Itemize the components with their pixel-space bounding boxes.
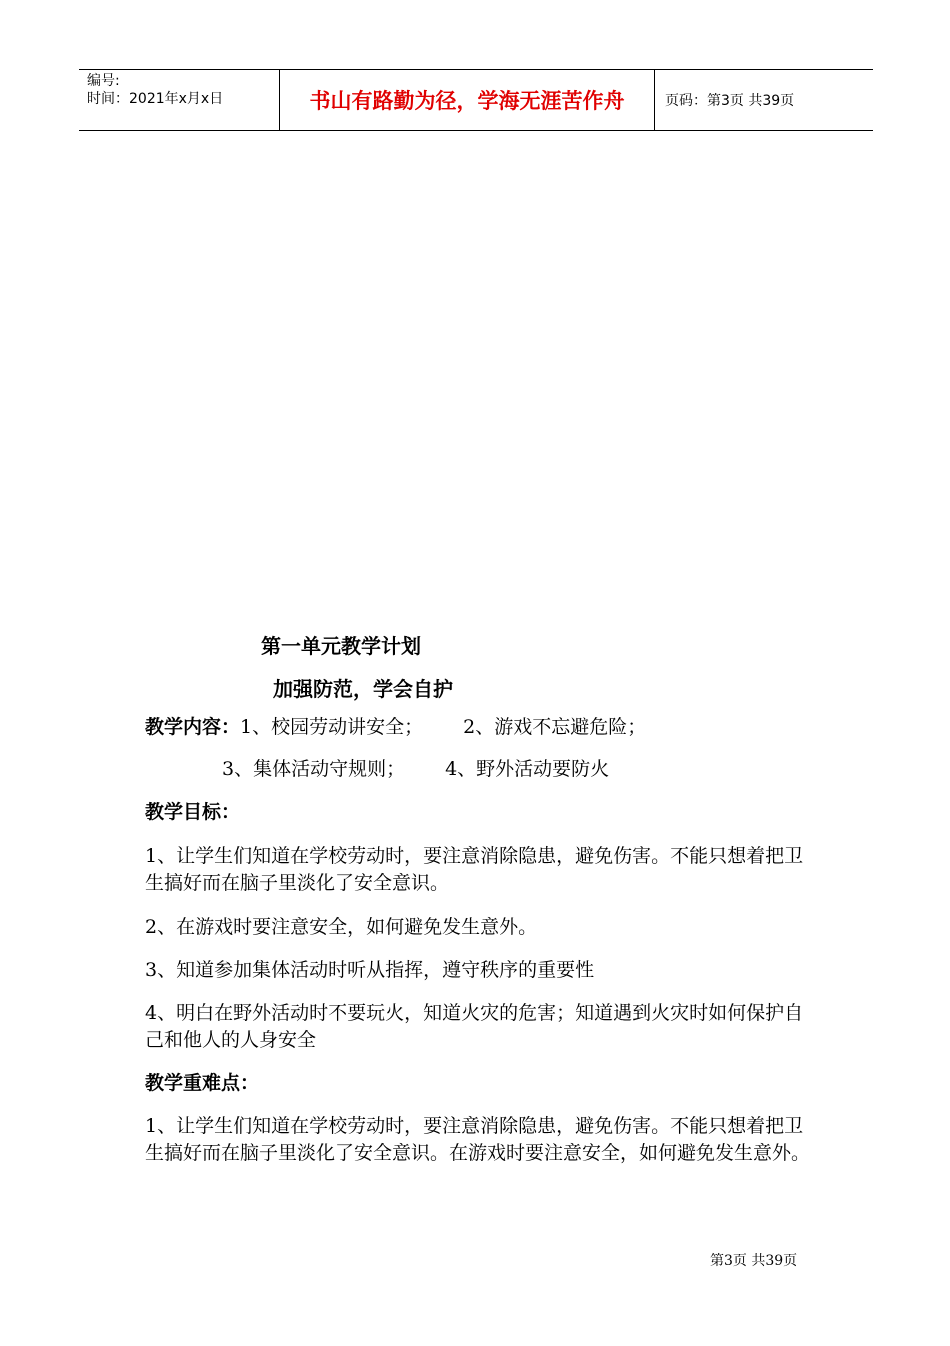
- key-point-item: 1、让学生们知道在学校劳动时，要注意消除隐患，避免伤害。不能只想着把卫生搞好而在脑子里淡化了安全意识。在游戏时要注意安全，如何避免发生意外。: [145, 1115, 811, 1164]
- header-meta-cell: [79, 70, 280, 130]
- content-item: 3、集体活动守规则；: [222, 758, 406, 780]
- header-page-cell: [655, 70, 873, 130]
- content-item: 2、游戏不忘避危险；: [463, 716, 647, 738]
- content-label: 教学内容：: [145, 716, 241, 738]
- goals-heading: [145, 799, 810, 826]
- content-item: 1、校园劳动讲安全；: [240, 716, 424, 738]
- content-line-1: [145, 714, 810, 741]
- header-table: [79, 69, 873, 131]
- document-body: [145, 632, 810, 1167]
- goal-item: 3、知道参加集体活动时听从指挥，遵守秩序的重要性: [145, 959, 595, 981]
- number-label: 编号:: [87, 73, 120, 89]
- goal-item: 2、在游戏时要注意安全，如何避免发生意外。: [145, 916, 538, 938]
- key-points-heading: [145, 1070, 810, 1097]
- unit-title: 第一单元教学计划: [261, 634, 421, 658]
- content-line-2: [222, 756, 810, 783]
- content-item: 4、野外活动要防火: [445, 758, 610, 780]
- key-points-label: 教学重难点：: [145, 1072, 260, 1094]
- motto-text: 书山有路勤为径，学海无涯苦作舟: [309, 89, 625, 113]
- time-label: 时间：2021年x月x日: [87, 91, 224, 107]
- page-info: 页码：第3页 共39页: [665, 93, 795, 109]
- goal-item: 1、让学生们知道在学校劳动时，要注意消除隐患，避免伤害。不能只想着把卫生搞好而在脑子里淡化了安全意识。: [145, 845, 804, 894]
- header-motto-cell: [280, 70, 655, 130]
- footer-page-number: 第3页 共39页: [710, 1253, 798, 1269]
- goal-item: 4、明白在野外活动时不要玩火，知道火灾的危害；知道遇到火灾时如何保护自己和他人的人身安全: [145, 1002, 804, 1051]
- unit-subtitle: 加强防范，学会自护: [273, 677, 453, 701]
- page-footer: [710, 1250, 797, 1270]
- goals-label: 教学目标：: [145, 801, 241, 823]
